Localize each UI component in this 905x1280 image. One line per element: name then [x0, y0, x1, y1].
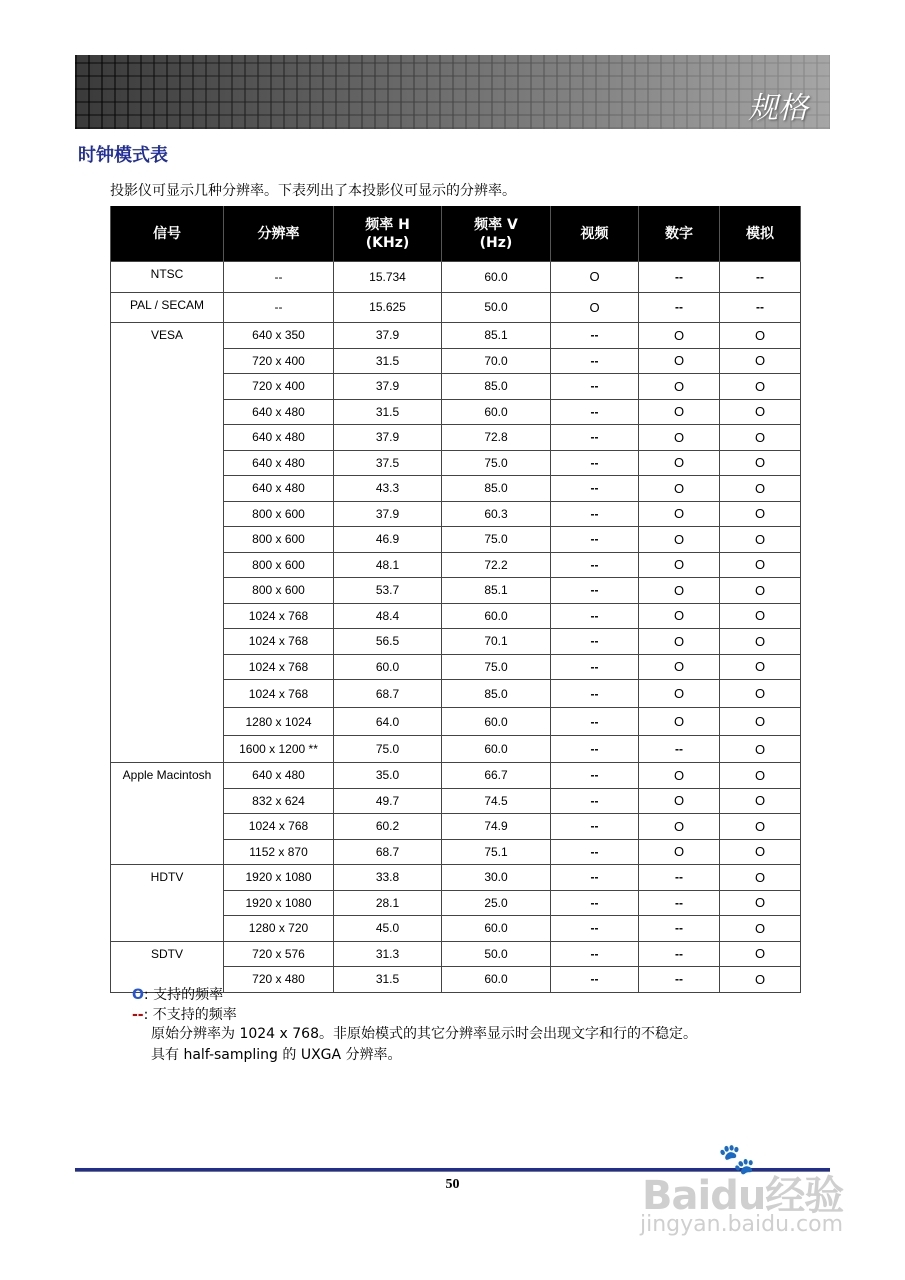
legend: [132, 985, 237, 1025]
banner-title: 规格: [748, 91, 808, 126]
freq-v-cell: 60.0: [442, 603, 551, 629]
table-row: [111, 763, 801, 789]
resolution-cell: 800 x 600: [224, 527, 334, 553]
freq-v-cell: 60.0: [442, 916, 551, 942]
resolution-cell: 720 x 480: [224, 967, 334, 993]
digital-cell: O: [639, 839, 720, 865]
freq-h-cell: 33.8: [334, 865, 442, 891]
freq-h-cell: 53.7: [334, 578, 442, 604]
freq-v-cell: 85.0: [442, 374, 551, 400]
resolution-cell: 720 x 400: [224, 348, 334, 374]
col-header-video: 视频: [551, 206, 639, 262]
video-cell: --: [551, 890, 639, 916]
table-row: [111, 865, 801, 891]
analog-cell: O: [720, 941, 801, 967]
freq-h-cell: 37.9: [334, 374, 442, 400]
freq-h-cell: 64.0: [334, 708, 442, 736]
resolution-cell: 640 x 350: [224, 323, 334, 349]
resolution-cell: 800 x 600: [224, 552, 334, 578]
legend-unsupported: [132, 1005, 237, 1025]
freq-h-cell: 60.2: [334, 814, 442, 840]
resolution-cell: 640 x 480: [224, 425, 334, 451]
resolution-cell: 1024 x 768: [224, 603, 334, 629]
digital-cell: O: [639, 374, 720, 400]
unsupported-symbol: --: [132, 1007, 144, 1023]
analog-cell: O: [720, 680, 801, 708]
analog-cell: --: [720, 262, 801, 293]
freq-v-label: 频率 V: [474, 216, 518, 233]
analog-cell: O: [720, 603, 801, 629]
resolution-cell: 640 x 480: [224, 763, 334, 789]
resolution-cell: 1920 x 1080: [224, 865, 334, 891]
analog-cell: O: [720, 476, 801, 502]
freq-h-cell: 37.9: [334, 425, 442, 451]
analog-cell: O: [720, 967, 801, 993]
video-cell: --: [551, 501, 639, 527]
analog-cell: O: [720, 348, 801, 374]
freq-h-cell: 15.625: [334, 292, 442, 323]
analog-cell: O: [720, 527, 801, 553]
digital-cell: --: [639, 865, 720, 891]
digital-cell: O: [639, 476, 720, 502]
analog-cell: O: [720, 788, 801, 814]
freq-h-cell: 49.7: [334, 788, 442, 814]
analog-cell: O: [720, 578, 801, 604]
video-cell: --: [551, 476, 639, 502]
video-cell: --: [551, 654, 639, 680]
digital-cell: O: [639, 629, 720, 655]
digital-cell: O: [639, 788, 720, 814]
col-header-analog: 模拟: [720, 206, 801, 262]
freq-v-cell: 60.0: [442, 708, 551, 736]
freq-h-cell: 37.5: [334, 450, 442, 476]
resolution-cell: 1152 x 870: [224, 839, 334, 865]
freq-v-cell: 30.0: [442, 865, 551, 891]
freq-h-cell: 48.4: [334, 603, 442, 629]
resolution-cell: 1280 x 720: [224, 916, 334, 942]
video-cell: --: [551, 839, 639, 865]
analog-cell: O: [720, 708, 801, 736]
freq-v-cell: 85.1: [442, 578, 551, 604]
freq-v-cell: 70.0: [442, 348, 551, 374]
notes: [151, 1024, 697, 1066]
analog-cell: O: [720, 501, 801, 527]
signal-cell: VESA: [111, 323, 224, 763]
table-row: [111, 262, 801, 293]
video-cell: --: [551, 788, 639, 814]
col-header-resolution: 分辨率: [224, 206, 334, 262]
freq-v-cell: 66.7: [442, 763, 551, 789]
analog-cell: O: [720, 552, 801, 578]
analog-cell: O: [720, 865, 801, 891]
freq-h-cell: 56.5: [334, 629, 442, 655]
signal-cell: PAL / SECAM: [111, 292, 224, 323]
digital-cell: --: [639, 941, 720, 967]
note-native-resolution: 原始分辨率为 1024 x 768。非原始模式的其它分辨率显示时会出现文字和行的不稳定。: [151, 1026, 697, 1042]
resolution-cell: 720 x 400: [224, 374, 334, 400]
video-cell: --: [551, 763, 639, 789]
col-header-freq-v: [442, 206, 551, 262]
digital-cell: --: [639, 736, 720, 763]
freq-v-cell: 25.0: [442, 890, 551, 916]
table-row: [111, 323, 801, 349]
resolution-cell: --: [224, 262, 334, 293]
analog-cell: O: [720, 736, 801, 763]
freq-h-cell: 48.1: [334, 552, 442, 578]
freq-h-cell: 37.9: [334, 323, 442, 349]
table-row: [111, 941, 801, 967]
freq-h-cell: 28.1: [334, 890, 442, 916]
unsupported-text: : 不支持的频率: [143, 1007, 237, 1023]
digital-cell: O: [639, 654, 720, 680]
analog-cell: O: [720, 839, 801, 865]
freq-v-cell: 74.5: [442, 788, 551, 814]
freq-h-cell: 35.0: [334, 763, 442, 789]
digital-cell: O: [639, 450, 720, 476]
freq-h-cell: 60.0: [334, 654, 442, 680]
timing-mode-table: [110, 206, 801, 993]
video-cell: --: [551, 425, 639, 451]
col-header-freq-h: [334, 206, 442, 262]
freq-h-unit: (KHz): [365, 234, 410, 251]
freq-v-cell: 60.0: [442, 262, 551, 293]
resolution-cell: 800 x 600: [224, 501, 334, 527]
watermark-logo: Baidu经验: [642, 1173, 844, 1219]
video-cell: --: [551, 967, 639, 993]
digital-cell: --: [639, 916, 720, 942]
analog-cell: O: [720, 916, 801, 942]
analog-cell: O: [720, 374, 801, 400]
digital-cell: --: [639, 890, 720, 916]
analog-cell: O: [720, 323, 801, 349]
freq-h-cell: 68.7: [334, 839, 442, 865]
note-uxga: 具有 half-sampling 的 UXGA 分辨率。: [151, 1047, 402, 1063]
resolution-cell: 1600 x 1200 **: [224, 736, 334, 763]
resolution-cell: 1024 x 768: [224, 629, 334, 655]
digital-cell: O: [639, 323, 720, 349]
digital-cell: O: [639, 527, 720, 553]
section-title: 时钟模式表: [78, 145, 168, 166]
video-cell: --: [551, 865, 639, 891]
table-body: [111, 262, 801, 993]
resolution-cell: 1280 x 1024: [224, 708, 334, 736]
resolution-cell: 720 x 576: [224, 941, 334, 967]
analog-cell: O: [720, 763, 801, 789]
resolution-cell: 1024 x 768: [224, 654, 334, 680]
freq-v-cell: 75.0: [442, 450, 551, 476]
freq-v-cell: 60.3: [442, 501, 551, 527]
supported-text: : 支持的频率: [143, 987, 224, 1003]
freq-h-cell: 75.0: [334, 736, 442, 763]
freq-h-cell: 68.7: [334, 680, 442, 708]
digital-cell: --: [639, 292, 720, 323]
video-cell: --: [551, 916, 639, 942]
freq-v-unit: (Hz): [479, 234, 513, 251]
intro-text: 投影仪可显示几种分辨率。下表列出了本投影仪可显示的分辨率。: [110, 183, 516, 199]
page-number: 50: [445, 1177, 460, 1192]
digital-cell: O: [639, 603, 720, 629]
video-cell: --: [551, 941, 639, 967]
freq-v-cell: 75.0: [442, 527, 551, 553]
video-cell: --: [551, 680, 639, 708]
resolution-cell: 832 x 624: [224, 788, 334, 814]
resolution-cell: 1920 x 1080: [224, 890, 334, 916]
digital-cell: O: [639, 425, 720, 451]
resolution-cell: 800 x 600: [224, 578, 334, 604]
freq-v-cell: 50.0: [442, 292, 551, 323]
digital-cell: O: [639, 552, 720, 578]
video-cell: --: [551, 629, 639, 655]
supported-symbol: O: [132, 987, 144, 1003]
digital-cell: --: [639, 262, 720, 293]
freq-v-cell: 60.0: [442, 399, 551, 425]
signal-cell: NTSC: [111, 262, 224, 293]
video-cell: --: [551, 450, 639, 476]
freq-v-cell: 50.0: [442, 941, 551, 967]
signal-cell: Apple Macintosh: [111, 763, 224, 865]
video-cell: --: [551, 578, 639, 604]
freq-v-cell: 74.9: [442, 814, 551, 840]
col-header-digital: 数字: [639, 206, 720, 262]
freq-h-cell: 15.734: [334, 262, 442, 293]
freq-v-cell: 75.1: [442, 839, 551, 865]
digital-cell: O: [639, 578, 720, 604]
digital-cell: O: [639, 814, 720, 840]
video-cell: --: [551, 708, 639, 736]
freq-h-label: 频率 H: [365, 216, 410, 233]
watermark: [640, 1142, 855, 1247]
video-cell: --: [551, 399, 639, 425]
table-header-row: [111, 206, 801, 262]
resolution-cell: --: [224, 292, 334, 323]
video-cell: --: [551, 814, 639, 840]
header-banner: [75, 55, 830, 129]
video-cell: --: [551, 736, 639, 763]
freq-h-cell: 31.5: [334, 348, 442, 374]
analog-cell: O: [720, 425, 801, 451]
freq-v-cell: 60.0: [442, 736, 551, 763]
col-header-signal: 信号: [111, 206, 224, 262]
resolution-cell: 1024 x 768: [224, 814, 334, 840]
analog-cell: O: [720, 890, 801, 916]
resolution-cell: 640 x 480: [224, 476, 334, 502]
digital-cell: O: [639, 708, 720, 736]
video-cell: --: [551, 348, 639, 374]
video-cell: --: [551, 374, 639, 400]
digital-cell: O: [639, 501, 720, 527]
digital-cell: --: [639, 967, 720, 993]
signal-cell: SDTV: [111, 941, 224, 992]
freq-h-cell: 43.3: [334, 476, 442, 502]
legend-supported: [132, 985, 237, 1005]
freq-h-cell: 31.5: [334, 967, 442, 993]
video-cell: --: [551, 552, 639, 578]
freq-v-cell: 60.0: [442, 967, 551, 993]
freq-v-cell: 85.0: [442, 680, 551, 708]
digital-cell: O: [639, 348, 720, 374]
freq-v-cell: 85.1: [442, 323, 551, 349]
freq-h-cell: 45.0: [334, 916, 442, 942]
signal-cell: HDTV: [111, 865, 224, 942]
resolution-cell: 640 x 480: [224, 450, 334, 476]
freq-v-cell: 75.0: [442, 654, 551, 680]
resolution-cell: 1024 x 768: [224, 680, 334, 708]
analog-cell: O: [720, 654, 801, 680]
video-cell: --: [551, 323, 639, 349]
video-cell: --: [551, 603, 639, 629]
analog-cell: O: [720, 814, 801, 840]
watermark-url: jingyan.baidu.com: [640, 1212, 844, 1237]
freq-v-cell: 72.2: [442, 552, 551, 578]
digital-cell: O: [639, 680, 720, 708]
digital-cell: O: [639, 763, 720, 789]
freq-h-cell: 31.3: [334, 941, 442, 967]
table-row: [111, 292, 801, 323]
freq-h-cell: 37.9: [334, 501, 442, 527]
freq-v-cell: 85.0: [442, 476, 551, 502]
video-cell: --: [551, 527, 639, 553]
analog-cell: O: [720, 450, 801, 476]
digital-cell: O: [639, 399, 720, 425]
resolution-cell: 640 x 480: [224, 399, 334, 425]
analog-cell: --: [720, 292, 801, 323]
freq-h-cell: 46.9: [334, 527, 442, 553]
analog-cell: O: [720, 629, 801, 655]
freq-v-cell: 72.8: [442, 425, 551, 451]
video-cell: O: [551, 262, 639, 293]
paw-icon: 🐾: [718, 1142, 756, 1177]
analog-cell: O: [720, 399, 801, 425]
freq-h-cell: 31.5: [334, 399, 442, 425]
freq-v-cell: 70.1: [442, 629, 551, 655]
video-cell: O: [551, 292, 639, 323]
